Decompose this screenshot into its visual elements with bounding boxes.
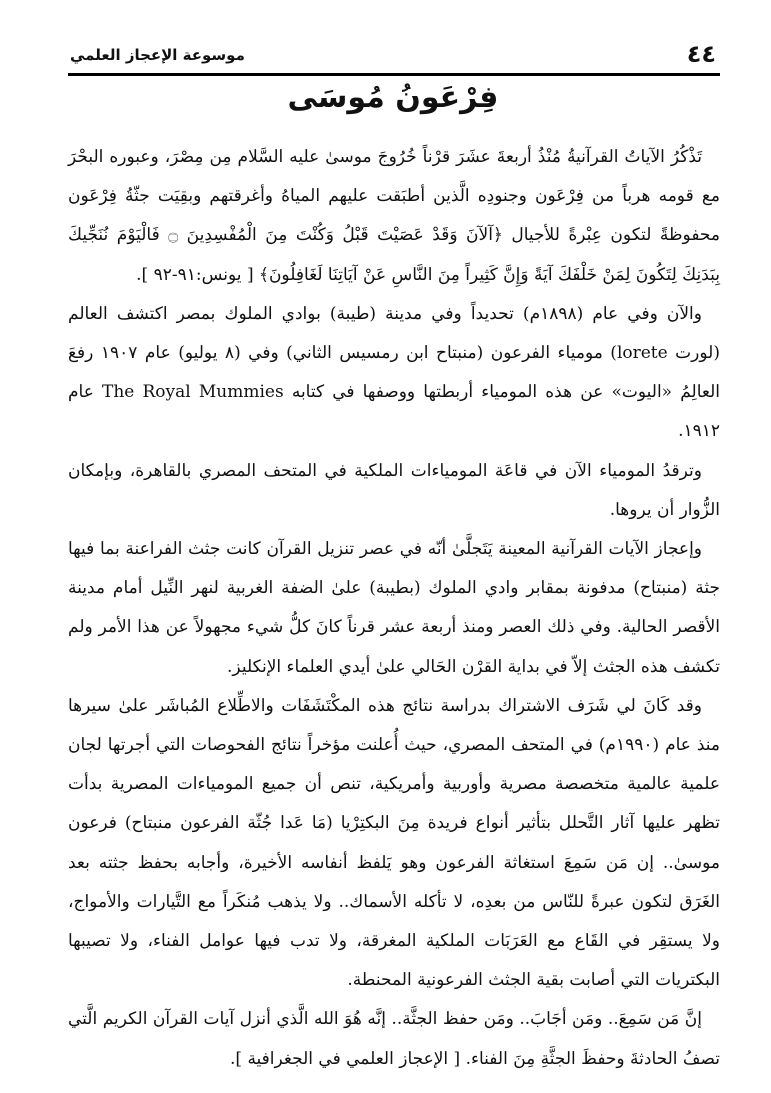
paragraph-1: تَذْكُرُ الآياتُ القرآنيةُ مُنْذُ أربعةَ عشَرَ قرْناً خُرُوجَ موسىٰ عليه السَّلام مِن مِصْرَ، وعبوره البحْرَ مع قومه هرباً من فِرْعَون وجنودِه الَّذين أطبَقت عليهم المياهُ وأغرقتهم وبقِيَت جثّةُ فِرْعَون محفوظةً لتكون عِبْرةً للأجيال ﴿آلآنَ وَقَدْ عَصَيْتَ قَبْلُ وَكُنْتَ مِنَ الْمُفْسِدِينَ ۝ فَالْيَوْمَ نُنَجِّيكَ بِبَدَنِكَ لِتَكُونَ لِمَنْ خَلْفَكَ آيَةً وَإِنَّ كَثِيراً مِنَ النَّاسِ عَنْ آيَاتِنَا لَغَافِلُونَ﴾ [ يونس:٩١-٩٢ ]. bbox=[68, 147, 720, 285]
header-rule bbox=[68, 73, 720, 76]
article-body bbox=[68, 138, 720, 1079]
paragraph-2: والآن وفي عام (١٨٩٨م) تحديداً وفي مدينة (طيبة) بوادي الملوك بمصر اكتشف العالم (لورت lorete) مومياء الفرعون (منبتاح ابن رمسيس الثاني) وفي (٨ يوليو) عام ١٩٠٧ رفعَ العالِمُ «اليوت» عن هذه المومياء أربطتها ووصفها في كتابه The Royal Mummies عام ١٩١٢. bbox=[68, 303, 720, 442]
page-number: ٤٤ bbox=[686, 40, 716, 68]
paragraph-4: وإعجاز الآيات القرآنية المعينة يَتَجلَّىٰ أنّه في عصر تنزيل القرآن كانت جثث الفراعنة بما فيها جثة (منبتاح) مدفونة بمقابر وادي الملوك (بطيبة) علىٰ الضفة الغربية لنهر النِّيل أمام مدينة الأقصر الحالية. وفي ذلك العصر ومنذ أربعة عشر قرناً كانَ كلُّ شيء مجهولاً عن هذا الأمر ولم تكشف هذه الجثث إلاّ في بداية القرْن الحَالي علىٰ أيدي العلماء الإنكليز. bbox=[68, 539, 720, 677]
running-title: موسوعة الإعجاز العلمي bbox=[70, 46, 245, 64]
paragraph-5: وقد كَانَ لي شَرَف الاشتراك بدراسة نتائج هذه المكْتَشَفَات والاطِّلاع المُباشَر علىٰ سيرها منذ عام (١٩٩٠م) في المتحف المصري، حيث أُعلنت مؤخراً نتائج الفحوصات التي أجرتها لجان علمية عالمية متخصصة مصرية وأوربية وأمريكية، تنص أن جميع المومياءات المصرية بدأت تظهر عليها آثار التَّحلل بتأثير أنواع فريدة مِنَ البكتِرْيا (مَا عَدا جُثّة الفرعون منبتاح) فرعون موسىٰ.. إن مَن سَمِعَ استغاثة الفرعون وهو يَلفظ أنفاسه الأخيرة، وأجابه بحفظ جثته بعد الغَرَق لتكون عبرةً للنّاس من بعدِه، لا تأكله الأسماك.. ولا يذهب مُنكَراً مع التَّيارات والأمواج، ولا يستقِر في القَاع مع العَرَبَات الملكية المغرقة، ولا تدب فيها عوامل الفناء، ولا تصيبها البكتريات التي أصابت بقية الجثث الفرعونية المحنطة. bbox=[68, 695, 721, 991]
paragraph-3: وترقدُ المومياء الآن في قاعَة المومياءات الملكية في المتحف المصري بالقاهرة، وبإمكان الزُّوار أن يروها. bbox=[68, 460, 720, 520]
article-title: فِرْعَونُ مُوسَى bbox=[287, 80, 499, 115]
page-header bbox=[68, 40, 718, 70]
paragraph-6: إنَّ مَن سَمِعَ.. ومَن أجَابَ.. ومَن حفظ الجثَّة.. إنَّه هُوَ الله الَّذي أنزل آيات القرآن الكريم الَّتي تصفُ الحادثةَ وحفظَ الجثَّةِ مِنَ الفناء. [ الإعجاز العلمي في الجغرافية ]. bbox=[68, 1009, 720, 1069]
